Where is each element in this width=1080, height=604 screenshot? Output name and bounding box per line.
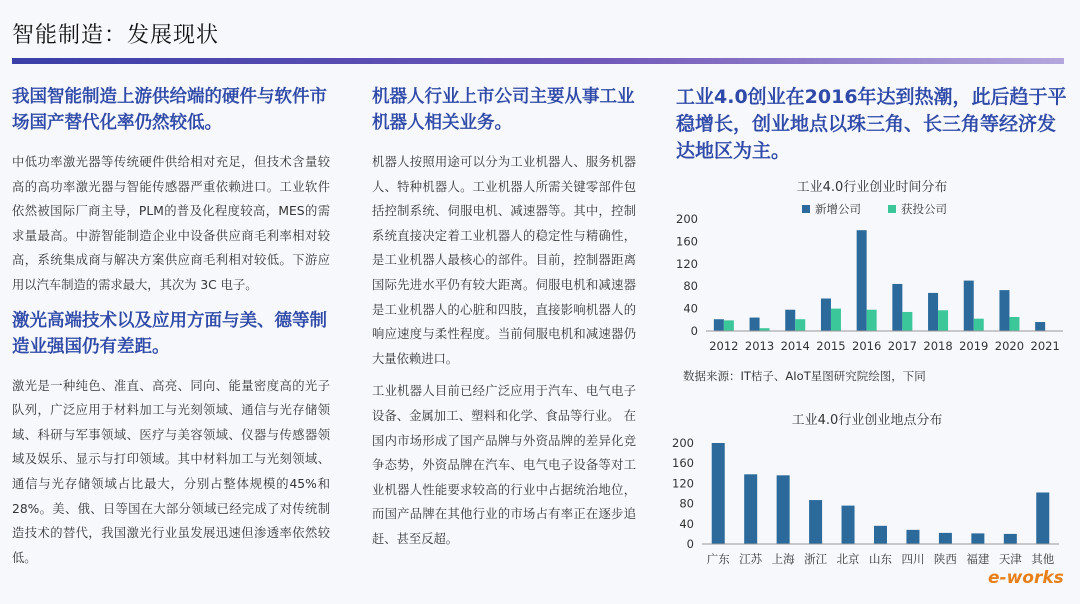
x-tick-label: 江苏 (739, 552, 763, 566)
bar-新增公司-2012 (714, 319, 724, 331)
x-tick-label: 2015 (816, 339, 846, 353)
x-tick-label: 2021 (1030, 339, 1060, 353)
y-tick-label: 40 (683, 301, 698, 316)
paragraph-laser: 激光是一种纯色、准直、高亮、同向、能量密度高的光子队列，广泛应用于材料加工与光刻领域、通信与光存储领域、科研与军事领域、医疗与美容领域、仪器与传感器领域及娱乐、显示与打印领域。其中材料加工与光刻领域、通信与光存储领域占比最大，分别占整体规模的45%和28%。美、俄、日等国在大部分领域已经完成了对传统制造技术的替代，我国激光行业虽发展迅速但渗透率依然较低。 (12, 378, 330, 565)
bar-新增公司-2021 (1035, 322, 1045, 331)
column-industry40 (676, 84, 1072, 165)
y-tick-label: 160 (676, 234, 698, 249)
bar-获投公司-2016 (867, 310, 877, 331)
y-tick-label: 0 (690, 324, 698, 338)
x-tick-label: 浙江 (804, 552, 828, 566)
bar-series-四川 (906, 530, 919, 544)
x-tick-label: 上海 (771, 552, 795, 566)
bar-获投公司-2014 (795, 319, 805, 331)
bar-获投公司-2019 (974, 319, 984, 331)
chart-startup-time-distribution (676, 172, 1072, 362)
bar-新增公司-2017 (892, 284, 902, 331)
x-tick-label: 陕西 (933, 552, 957, 566)
bar-获投公司-2018 (938, 310, 948, 331)
bar-series-陕西 (939, 533, 952, 544)
page-title: 智能制造：发展现状 (12, 23, 220, 48)
x-tick-label: 广东 (706, 552, 730, 566)
y-tick-label: 40 (679, 516, 694, 531)
x-tick-label: 山东 (869, 552, 892, 566)
paragraph-robot-market: 工业机器人目前已经广泛应用于汽车、电气电子设备、金属加工、塑料和化学、食品等行业。 在国内市场形成了国产品牌与外资品牌的差异化竞争态势，外资品牌在汽车、电气电子设备等对工业机器人性能要求较高的行业中占据统治地位，而国产品牌在其他行业的市场占有率正在逐步追赶、甚至反超。 (372, 384, 636, 546)
bar-series-浙江 (809, 500, 822, 544)
chart-title: 工业4.0行业创业时间分布 (796, 180, 948, 195)
y-tick-label: 120 (672, 476, 694, 491)
chart-startup-location-svg (672, 404, 1072, 576)
y-tick-label: 120 (676, 256, 698, 271)
bar-新增公司-2014 (785, 310, 795, 331)
bar-series-天津 (1004, 534, 1017, 544)
bar-获投公司-2020 (1009, 317, 1019, 331)
bar-series-江苏 (744, 474, 757, 544)
y-tick-label: 80 (679, 496, 694, 511)
bar-series-福建 (971, 533, 984, 544)
bar-series-北京 (842, 506, 855, 544)
x-tick-label: 北京 (836, 552, 860, 566)
y-tick-label: 160 (672, 456, 694, 471)
bar-series-其他 (1036, 492, 1049, 544)
data-source-note: 数据来源：IT桔子、AIoT星图研究院绘图，下同 (683, 369, 926, 383)
e-works-watermark-logo: e-works (988, 568, 1064, 588)
x-tick-label: 2016 (852, 339, 882, 353)
legend-swatch-1 (888, 205, 896, 213)
bar-series-山东 (874, 526, 887, 544)
paragraph-supply-side: 中低功率激光器等传统硬件供给相对充足，但技术含量较高的高功率激光器与智能传感器严重依赖进口。工业软件依然被国际厂商主导，PLM的普及化程度较高，MES的需求量最高。中游智能制造企业中设备供应商毛利率相对较高，系统集成商与解决方案供应商毛利相对较低。下游应用以汽车制造的需求最大，其次为 3C 电子。 (12, 155, 330, 292)
x-tick-label: 天津 (998, 552, 1022, 566)
chart-startup-location-distribution (672, 404, 1072, 576)
x-tick-label: 2019 (959, 339, 989, 353)
legend-swatch-0 (802, 205, 810, 213)
title-divider-bar (12, 58, 1064, 64)
bar-获投公司-2015 (831, 309, 841, 331)
y-tick-label: 200 (676, 212, 698, 226)
x-tick-label: 2013 (744, 339, 775, 353)
y-tick-label: 200 (672, 436, 694, 450)
bar-获投公司-2012 (724, 320, 734, 331)
chart-startup-time-svg (676, 172, 1072, 362)
bar-series-广东 (712, 443, 725, 544)
x-tick-label: 其他 (1031, 552, 1055, 566)
bar-新增公司-2013 (750, 318, 760, 331)
legend-label-0: 新增公司 (815, 202, 861, 216)
bar-新增公司-2019 (964, 281, 974, 331)
heading-industry40: 工业4.0创业在2016年达到热潮，此后趋于平稳增长，创业地点以珠三角、长三角等经济发达地区为主。 (676, 86, 1067, 162)
bar-series-上海 (777, 475, 790, 544)
column-robot-industry (372, 84, 636, 560)
bar-新增公司-2018 (928, 293, 938, 331)
y-tick-label: 0 (686, 537, 694, 551)
heading-laser-gap: 激光高端技术以及应用方面与美、德等制造业强国仍有差距。 (12, 310, 327, 357)
heading-robot-industry: 机器人行业上市公司主要从事工业机器人相关业务。 (372, 87, 635, 133)
column-laser-and-supply (12, 84, 330, 580)
bar-新增公司-2020 (999, 290, 1009, 331)
x-tick-label: 2012 (709, 339, 739, 353)
y-tick-label: 80 (683, 279, 698, 294)
x-tick-label: 2017 (887, 339, 917, 353)
x-tick-label: 福建 (966, 552, 990, 566)
legend-label-1: 获投公司 (901, 202, 947, 216)
x-tick-label: 2018 (923, 339, 953, 353)
x-tick-label: 2020 (994, 339, 1025, 353)
bar-新增公司-2015 (821, 299, 831, 331)
chart-title: 工业4.0行业创业地点分布 (791, 413, 943, 428)
heading-supply-side: 我国智能制造上游供给端的硬件与软件市场国产替代化率仍然较低。 (12, 87, 327, 133)
x-tick-label: 四川 (901, 552, 925, 566)
bar-获投公司-2017 (902, 312, 912, 331)
x-tick-label: 2014 (780, 339, 810, 353)
bar-新增公司-2016 (857, 230, 867, 331)
paragraph-robot-components: 机器人按照用途可以分为工业机器人、服务机器人、特种机器人。工业机器人所需关键零部件包括控制系统、伺服电机、减速器等。其中，控制系统直接决定着工业机器人的稳定性与精确性，是工业机器人最核心的部件。目前，控制器距离国际先进水平仍有较大距离。伺服电机和减速器是工业机器人的心脏和四肢，直接影响机器人的响应速度与柔性程度。当前伺服电机和减速器仍大量依赖进口。 (372, 155, 636, 366)
